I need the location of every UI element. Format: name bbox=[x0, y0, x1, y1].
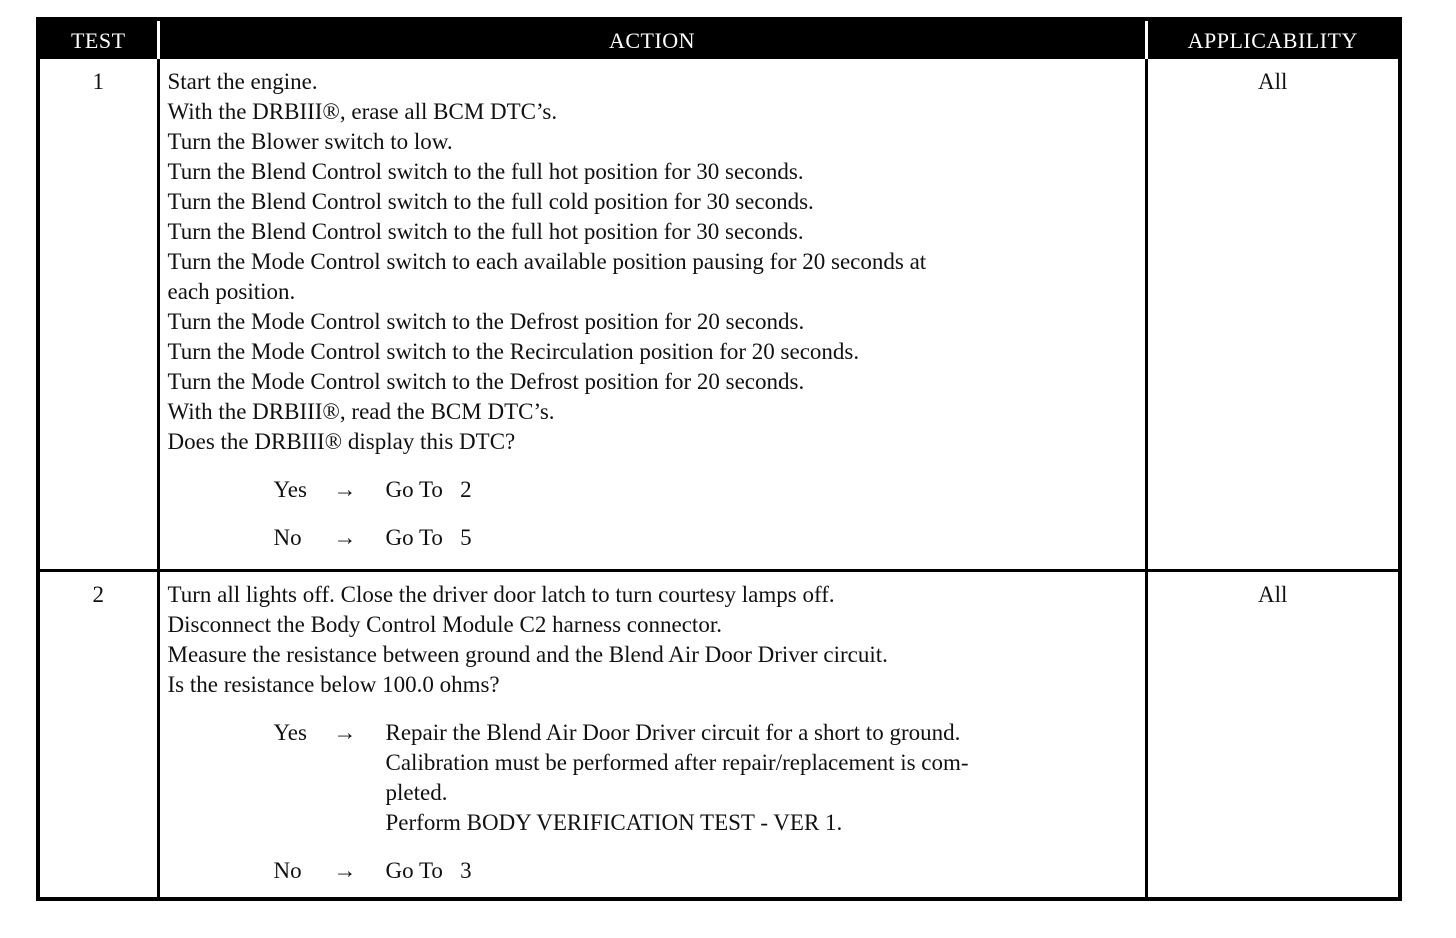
branch-result-line: Go To 3 bbox=[385, 857, 472, 883]
action-step: Turn the Blend Control switch to the full hot position for 30 seconds. bbox=[167, 159, 804, 184]
action-step: Turn all lights off. Close the driver door latch to turn courtesy lamps off. bbox=[167, 581, 835, 607]
applicability-value: All bbox=[1146, 570, 1398, 897]
branch-result-line: Go To 5 bbox=[385, 525, 472, 550]
applicability-value: All bbox=[1146, 59, 1398, 570]
branch-label: Yes bbox=[273, 719, 307, 745]
branch-result bbox=[386, 475, 1139, 505]
action-step: Turn the Mode Control switch to the Defrost position for 20 seconds. bbox=[167, 309, 805, 334]
action-step: Measure the resistance between ground and the Blend Air Door Driver circuit. bbox=[167, 641, 888, 667]
right-arrow-icon: → bbox=[333, 525, 357, 550]
test-number: 1 bbox=[92, 69, 104, 94]
action-step: Turn the Mode Control switch to each available position pausing for 20 seconds at bbox=[167, 249, 927, 274]
branch-yes bbox=[274, 475, 1139, 505]
right-arrow-icon: → bbox=[333, 857, 357, 883]
action-step: Turn the Blend Control switch to the full hot position for 30 seconds. bbox=[167, 219, 804, 244]
action-step: Start the engine. bbox=[167, 69, 318, 94]
branch-label: No bbox=[273, 857, 302, 883]
branch-no bbox=[274, 856, 1139, 886]
branch-result-line: Go To 2 bbox=[385, 477, 472, 502]
branch-no bbox=[274, 523, 1139, 553]
test-table bbox=[40, 21, 1398, 897]
branch-result bbox=[386, 718, 1139, 838]
action-cell bbox=[158, 570, 1146, 897]
header-action: ACTION bbox=[158, 21, 1146, 59]
branch-list bbox=[168, 718, 1139, 886]
header-applicability: APPLICABILITY bbox=[1146, 21, 1398, 59]
action-step: Turn the Blower switch to low. bbox=[167, 129, 453, 154]
action-step: Turn the Blend Control switch to the full cold position for 30 seconds. bbox=[167, 189, 814, 214]
branch-label: Yes bbox=[273, 477, 307, 502]
action-step: each position. bbox=[167, 279, 296, 304]
right-arrow-icon: → bbox=[333, 719, 357, 745]
test-number: 2 bbox=[40, 570, 158, 897]
diagnostic-test-table bbox=[36, 17, 1402, 901]
action-step: Disconnect the Body Control Module C2 harness connector. bbox=[167, 611, 722, 637]
header-test: TEST bbox=[70, 28, 126, 53]
branch-result bbox=[386, 856, 1139, 886]
branch-result-line: Perform BODY VERIFICATION TEST - VER 1. bbox=[385, 809, 843, 835]
action-step: Turn the Mode Control switch to the Defrost position for 20 seconds. bbox=[167, 369, 805, 394]
branch-result-line: Calibration must be performed after repair/replacement is com- bbox=[385, 749, 969, 775]
action-step: Is the resistance below 100.0 ohms? bbox=[167, 671, 500, 697]
action-step: With the DRBIII®, read the BCM DTC’s. bbox=[167, 399, 555, 424]
action-cell bbox=[158, 59, 1146, 570]
branch-yes bbox=[274, 718, 1139, 838]
action-step: Does the DRBIII® display this DTC? bbox=[167, 429, 516, 454]
test-row bbox=[40, 59, 1398, 570]
branch-label: No bbox=[273, 525, 302, 550]
branch-result-line: Repair the Blend Air Door Driver circuit for a short to ground. bbox=[385, 719, 961, 745]
action-step: Turn the Mode Control switch to the Recirculation position for 20 seconds. bbox=[167, 339, 860, 364]
branch-result-line: pleted. bbox=[385, 779, 448, 805]
right-arrow-icon: → bbox=[333, 477, 357, 502]
test-row bbox=[40, 570, 1398, 897]
branch-result bbox=[386, 523, 1139, 553]
branch-list bbox=[168, 475, 1139, 553]
header-row bbox=[40, 21, 1398, 59]
action-step: With the DRBIII®, erase all BCM DTC’s. bbox=[167, 99, 558, 124]
